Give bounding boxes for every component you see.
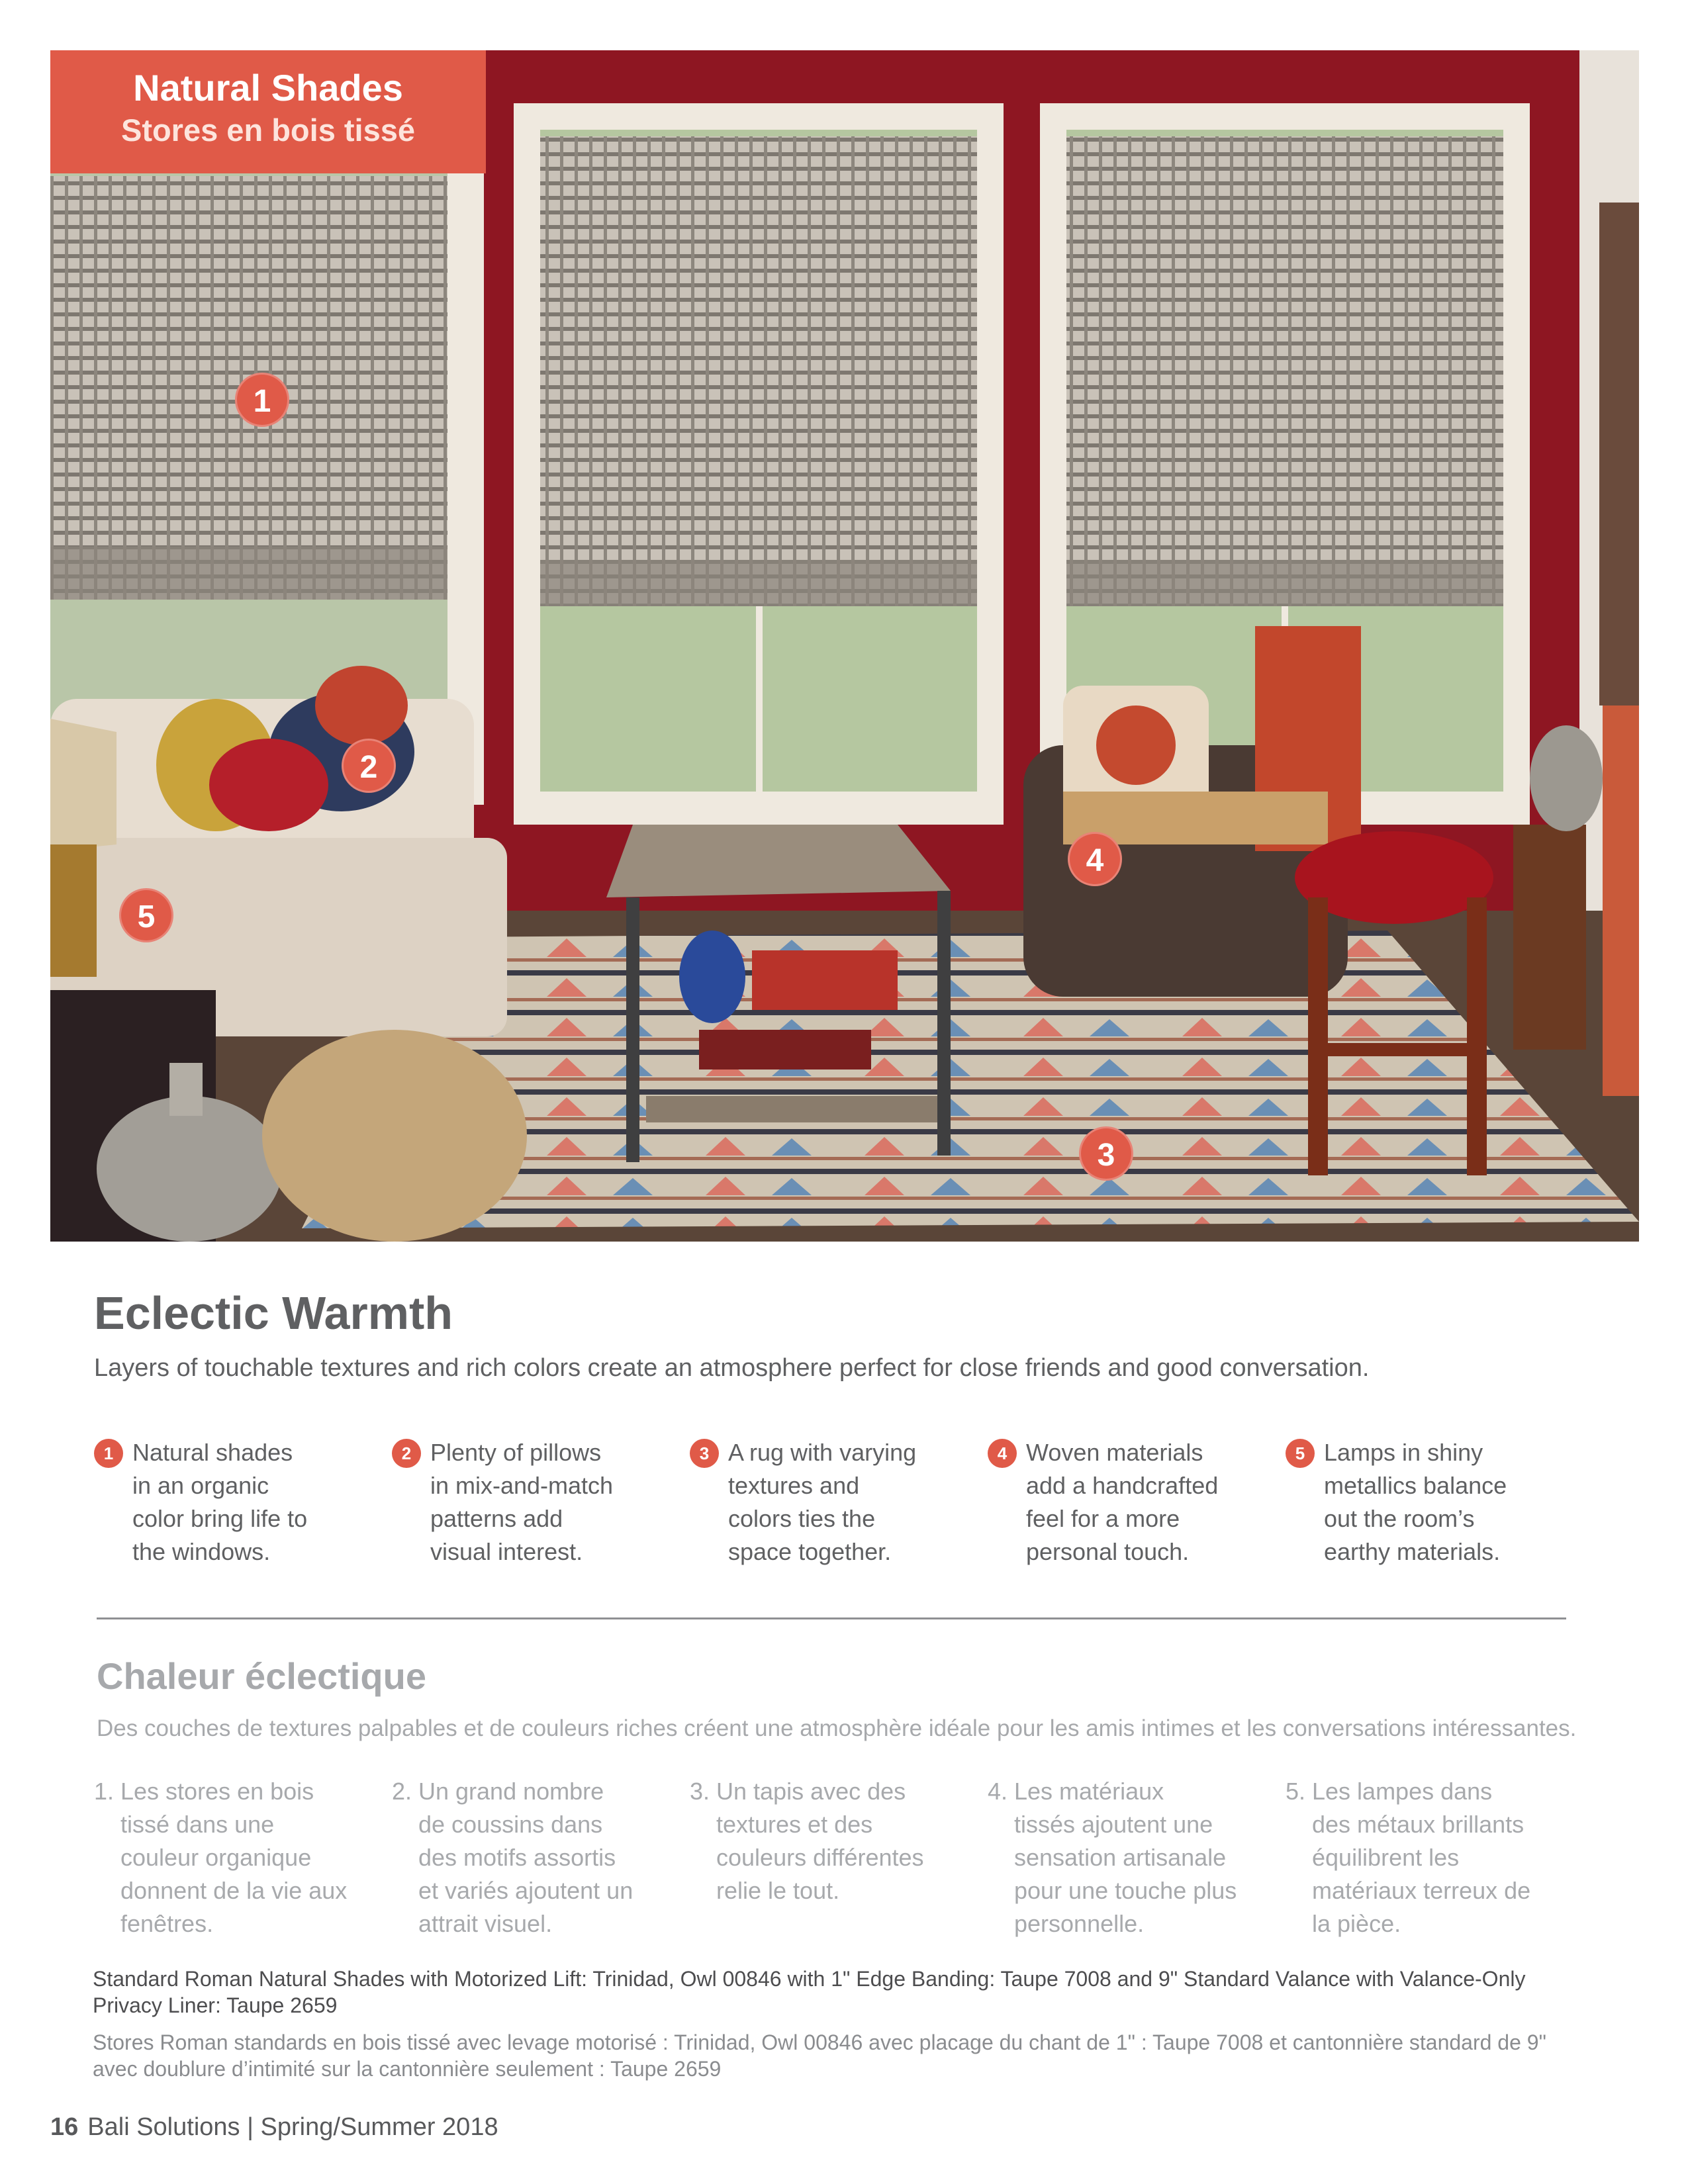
feature-line: Les matériaux — [1014, 1778, 1164, 1805]
feature-line: de coussins dans — [418, 1811, 603, 1838]
feature-line: attrait visuel. — [418, 1910, 553, 1937]
feature-line: A rug with varying — [728, 1439, 917, 1466]
photo-marker-3: 3 — [1079, 1126, 1133, 1181]
feature-line: in mix-and-match — [430, 1472, 614, 1499]
feature-line: fenêtres. — [120, 1910, 214, 1937]
photo-marker-1: 1 — [235, 373, 289, 427]
feature-line: couleurs différentes — [716, 1844, 924, 1871]
feature-fr-3 — [690, 1775, 988, 1940]
feature-line: la pièce. — [1312, 1910, 1401, 1937]
photo-marker-2: 2 — [342, 739, 396, 793]
feature-number-badge: 1 — [94, 1439, 123, 1468]
feature-line: color bring life to — [132, 1505, 308, 1532]
feature-line: donnent de la vie aux — [120, 1877, 348, 1904]
heading-french: Chaleur éclectique — [97, 1655, 426, 1697]
feature-line: relie le tout. — [716, 1877, 840, 1904]
feature-line: personal touch. — [1026, 1538, 1190, 1565]
feature-number-badge: 4 — [988, 1439, 1017, 1468]
feature-fr-1 — [94, 1775, 392, 1940]
heading-english: Eclectic Warmth — [94, 1287, 453, 1339]
feature-line: earthy materials. — [1324, 1538, 1501, 1565]
feature-en-1 — [94, 1436, 392, 1569]
feature-number: 1. — [94, 1778, 115, 1805]
room-illustration — [50, 50, 1639, 1242]
feature-line: personnelle. — [1014, 1910, 1145, 1937]
feature-line: space together. — [728, 1538, 892, 1565]
section-divider — [97, 1617, 1566, 1619]
photo-marker-4: 4 — [1068, 832, 1122, 886]
feature-line: out the room’s — [1324, 1505, 1475, 1532]
feature-line: colors ties the — [728, 1505, 876, 1532]
photo-marker-5: 5 — [119, 888, 173, 942]
feature-line: add a handcrafted — [1026, 1472, 1219, 1499]
feature-line: visual interest. — [430, 1538, 583, 1565]
feature-line: Lamps in shiny — [1324, 1439, 1483, 1466]
publication-title: Bali Solutions | Spring/Summer 2018 — [87, 2113, 498, 2141]
feature-number-badge: 2 — [392, 1439, 421, 1468]
feature-line: couleur organique — [120, 1844, 312, 1871]
feature-number-badge: 5 — [1286, 1439, 1315, 1468]
category-title-fr: Stores en bois tissé — [120, 113, 416, 148]
feature-line: et variés ajoutent un — [418, 1877, 633, 1904]
feature-number: 5. — [1286, 1778, 1306, 1805]
feature-line: in an organic — [132, 1472, 269, 1499]
feature-number: 4. — [988, 1778, 1008, 1805]
feature-line: des motifs assortis — [418, 1844, 616, 1871]
feature-number: 2. — [392, 1778, 412, 1805]
feature-en-2 — [392, 1436, 690, 1569]
feature-line: the windows. — [132, 1538, 271, 1565]
feature-fr-2 — [392, 1775, 690, 1940]
feature-line: metallics balance — [1324, 1472, 1507, 1499]
category-tag — [50, 50, 486, 173]
feature-line: équilibrent les — [1312, 1844, 1460, 1871]
feature-line: des métaux brillants — [1312, 1811, 1524, 1838]
intro-english: Layers of touchable textures and rich colors create an atmosphere perfect for close friends and good conversation. — [94, 1354, 1370, 1382]
feature-en-5 — [1286, 1436, 1583, 1569]
feature-line: tissés ajoutent une — [1014, 1811, 1213, 1838]
feature-number: 3. — [690, 1778, 710, 1805]
feature-line: textures et des — [716, 1811, 873, 1838]
room-photo — [50, 50, 1639, 1242]
feature-line: matériaux terreux de — [1312, 1877, 1531, 1904]
feature-en-3 — [690, 1436, 988, 1569]
product-spec-english: Standard Roman Natural Shades with Motorized Lift: Trinidad, Owl 00846 with 1" Edge Banding: Taupe 7008 and 9" Standard Valance with Valance-Only Privacy Liner: Taupe 2659 — [93, 1967, 1526, 2017]
feature-line: Les stores en bois — [120, 1778, 314, 1805]
feature-line: feel for a more — [1026, 1505, 1180, 1532]
feature-line: Les lampes dans — [1312, 1778, 1493, 1805]
feature-number-badge: 3 — [690, 1439, 719, 1468]
feature-en-4 — [988, 1436, 1286, 1569]
feature-line: Woven materials — [1026, 1439, 1203, 1466]
feature-line: tissé dans une — [120, 1811, 275, 1838]
features-english — [94, 1436, 1583, 1569]
feature-fr-5 — [1286, 1775, 1583, 1940]
product-spec-french: Stores Roman standards en bois tissé avec levage motorisé : Trinidad, Owl 00846 avec placage du chant de 1" : Taupe 7008 et cantonnière standard de 9" avec doublure d’intimité sur la cantonnière seulement : Taupe 2659 — [93, 2030, 1546, 2081]
feature-line: Un grand nombre — [418, 1778, 604, 1805]
feature-line: textures and — [728, 1472, 860, 1499]
feature-line: pour une touche plus — [1014, 1877, 1237, 1904]
category-title-en: Natural Shades — [133, 67, 403, 109]
feature-fr-4 — [988, 1775, 1286, 1940]
feature-line: sensation artisanale — [1014, 1844, 1227, 1871]
features-french — [94, 1775, 1583, 1940]
feature-line: patterns add — [430, 1505, 563, 1532]
page-number: 16 — [50, 2113, 79, 2141]
feature-line: Natural shades — [132, 1439, 293, 1466]
feature-line: Plenty of pillows — [430, 1439, 602, 1466]
intro-french: Des couches de textures palpables et de couleurs riches créent une atmosphère idéale pour les amis intimes et les conversations intéressantes. — [97, 1715, 1577, 1741]
page-footer — [50, 2113, 498, 2142]
feature-line: Un tapis avec des — [716, 1778, 906, 1805]
